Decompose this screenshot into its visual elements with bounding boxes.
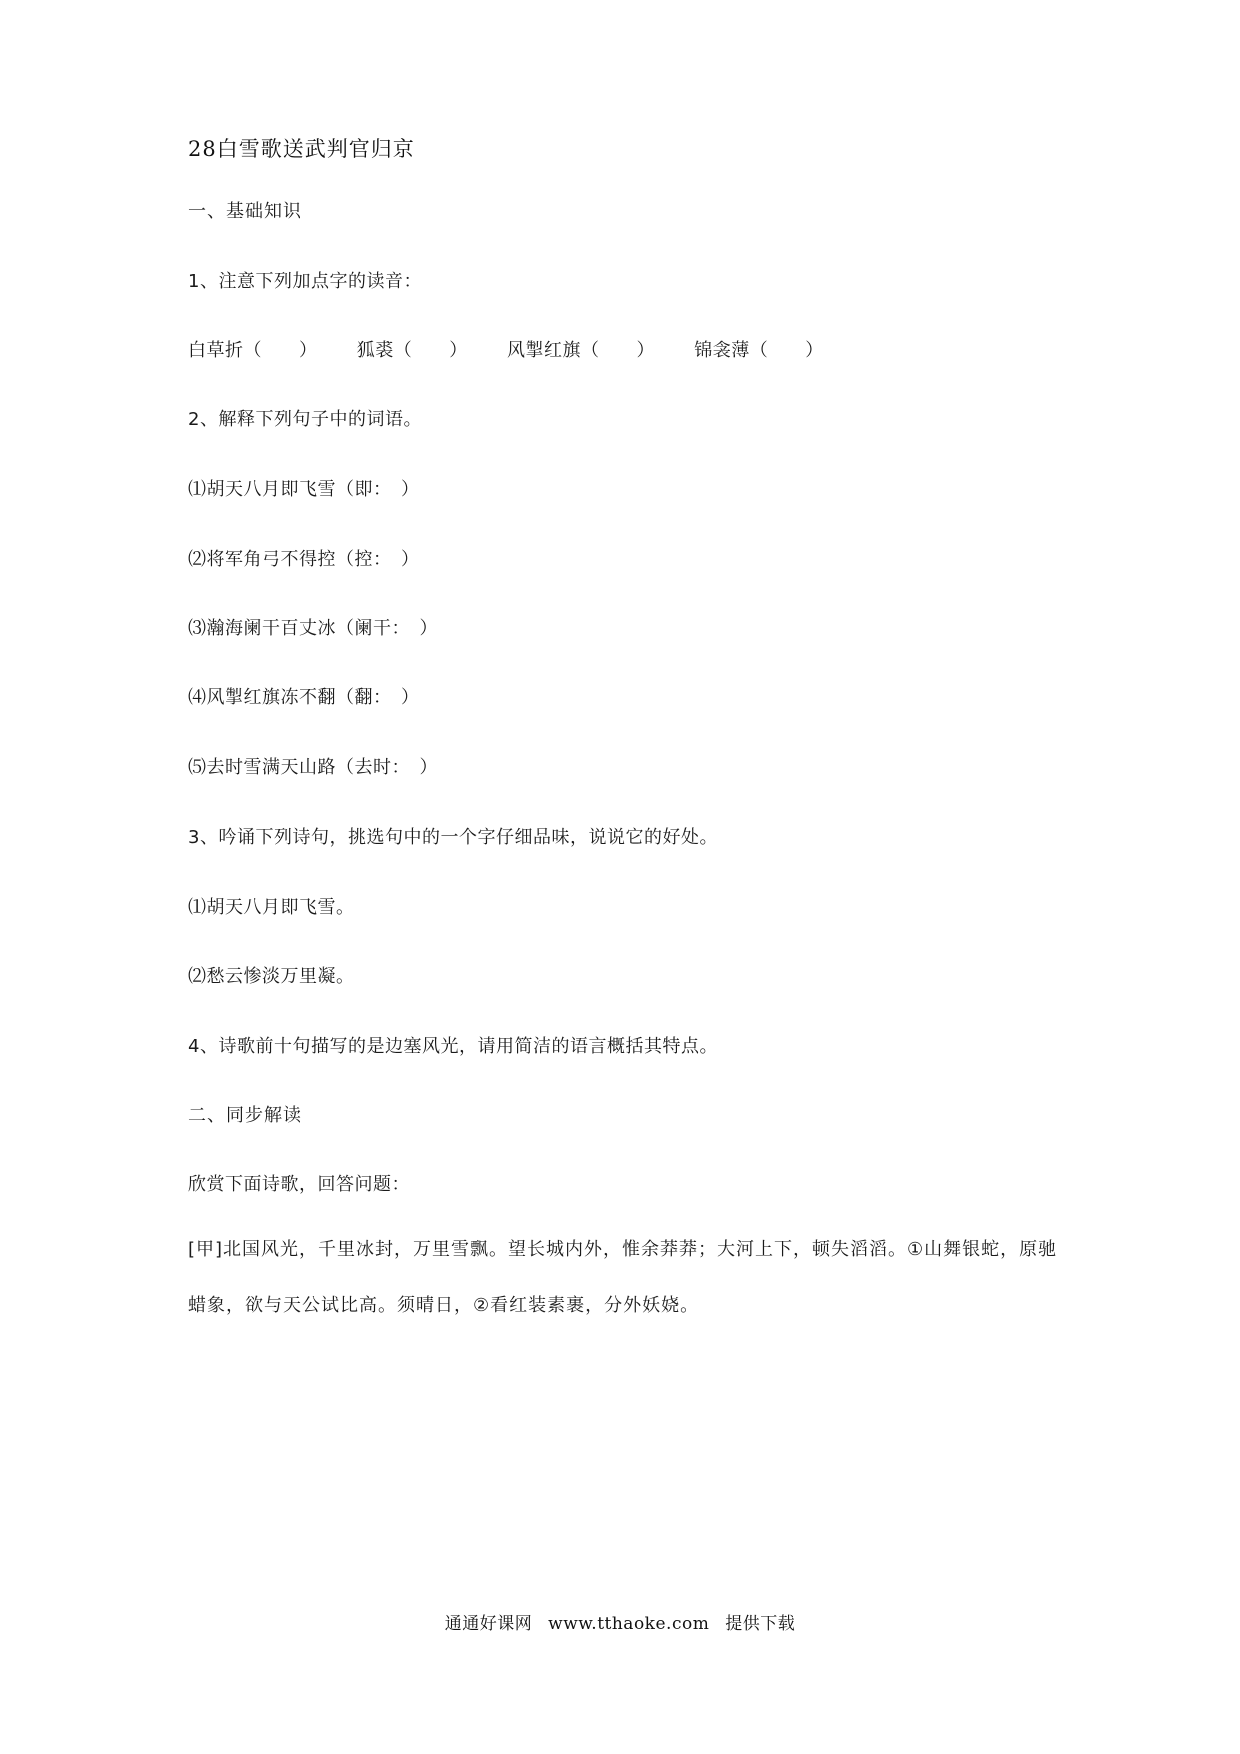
page-footer (0, 1612, 1240, 1636)
pinyin-item: 白草折（ ） (188, 340, 318, 361)
footer-tail: 提供下载 (725, 1614, 796, 1634)
question-2-item: ⑷风掣红旗冻不翻（翻： ） (188, 687, 420, 708)
pinyin-item: 狐裘（ ） (356, 340, 468, 361)
question-1-prompt: 1、注意下列加点字的读音： (188, 271, 422, 292)
question-3-item: ⑴胡天八月即飞雪。 (188, 897, 355, 918)
question-4-prompt: 4、诗歌前十句描写的是边塞风光，请用简洁的语言概括其特点。 (188, 1036, 718, 1057)
footer-url: www.tthaoke.com (548, 1614, 710, 1634)
pinyin-item: 锦衾薄（ ） (694, 340, 824, 361)
page-title: 28白雪歌送武判官归京 (188, 137, 415, 161)
pinyin-item: 风掣红旗（ ） (506, 340, 655, 361)
reading-instruction: 欣赏下面诗歌，回答问题： (188, 1174, 410, 1195)
question-3-item: ⑵愁云惨淡万里凝。 (188, 966, 355, 987)
question-2-prompt: 2、解释下列句子中的词语。 (188, 409, 422, 430)
question-2-item: ⑶瀚海阑干百丈冰（阑干： ） (188, 618, 438, 639)
section-heading-reading: 二、同步解读 (188, 1105, 302, 1126)
question-2-item: ⑸去时雪满天山路（去时： ） (188, 757, 438, 778)
question-2-item: ⑵将军角弓不得控（控： ） (188, 549, 420, 570)
question-3-prompt: 3、吟诵下列诗句，挑选句中的一个字仔细品味，说说它的好处。 (188, 827, 718, 848)
footer-site-name: 通通好课网 (444, 1614, 533, 1634)
section-heading-basics: 一、基础知识 (188, 201, 302, 222)
reading-passage: [甲]北国风光，千里冰封，万里雪飘。望长城内外，惟余莽莽；大河上下，顿失滔滔。①山舞银蛇，原驰蜡象，欲与天公试比高。须晴日，②看红装素裹，分外妖娆。 (188, 1239, 1058, 1316)
question-2-item: ⑴胡天八月即飞雪（即： ） (188, 479, 420, 500)
question-1-items (188, 339, 824, 363)
